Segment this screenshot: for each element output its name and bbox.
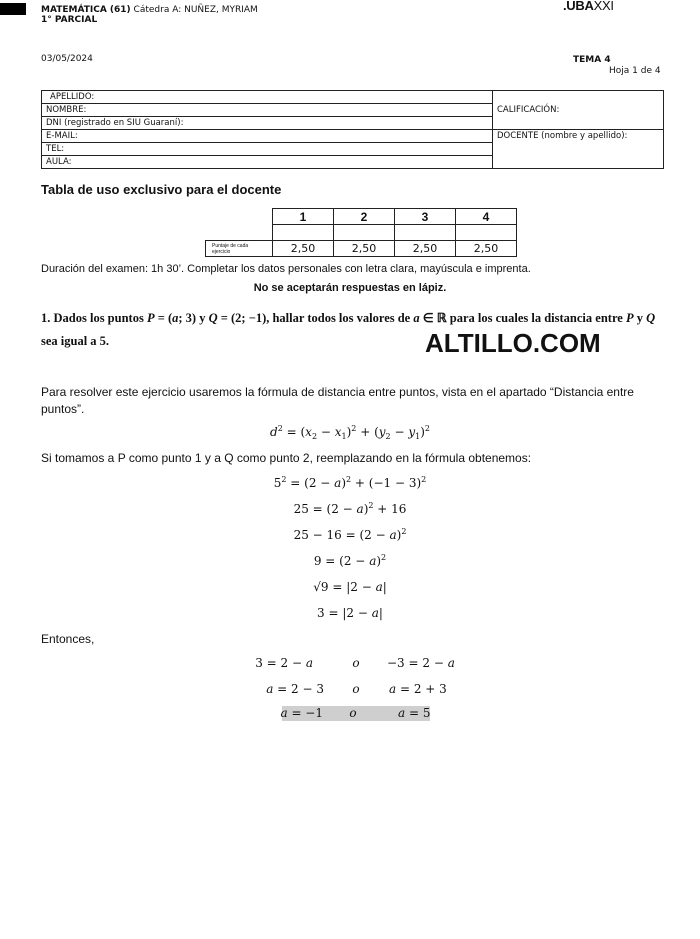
equation-step-3: $25 - 16 = (2 - a)^2$ — [293, 527, 407, 542]
equation-step-2: $25 = (2 - a)^2 + 16$ — [293, 501, 407, 516]
distance-formula: $d^2 = (x_2 - x_1)^2 + (y_2 - y_1)^2$ — [270, 424, 430, 441]
score-row-label: Puntaje de cada ejercicio — [206, 241, 273, 257]
score-2: 2,50 — [334, 241, 395, 257]
page-indicator: Hoja 1 de 4 — [609, 66, 661, 76]
duration-instructions: Duración del examen: 1h 30’. Completar los datos personales con letra clara, mayúscula e imprenta. — [41, 263, 531, 275]
solution-intro: Para resolver este ejercicio usaremos la fórmula de distancia entre puntos, vista en el apartado “Distancia entre puntos”. — [41, 385, 634, 416]
substitution-text: Si tomamos a P como punto 1 y a Q como punto 2, reemplazando en la fórmula obtenemos: — [41, 451, 532, 465]
score-4: 2,50 — [456, 241, 517, 257]
exam-date: 03/05/2024 — [41, 54, 93, 64]
email-field[interactable]: E-MAIL: — [42, 130, 493, 143]
aula-field[interactable]: AULA: — [42, 156, 493, 169]
then-text: Entonces, — [41, 632, 95, 646]
watermark: ALTILLO.COM — [425, 328, 601, 358]
grade-table — [205, 208, 517, 257]
answer-row: a = −1 o a = 5 — [280, 706, 431, 720]
col-header-4: 4 — [456, 209, 517, 225]
course-chair: Cátedra A: NUÑEZ, MYRIAM — [130, 5, 258, 15]
equation-step-5: √9 = |2 − a| — [313, 580, 387, 594]
dni-field[interactable]: DNI (registrado en SIU Guaraní): — [42, 117, 493, 130]
uba-xxi-logo: .UBAXXI — [563, 0, 614, 13]
col-header-1: 1 — [273, 209, 334, 225]
question-1: 1. Dados los puntos P = (a; 3) y Q = (2; −1), hallar todos los valores de a ∈ ℝ para los cuales la distancia entre P y Q sea igual a 5. — [41, 311, 656, 348]
grade-cell-3[interactable] — [395, 225, 456, 241]
personal-data-form — [41, 90, 664, 169]
docente-field[interactable]: DOCENTE (nombre y apellido): — [493, 130, 664, 169]
equation-step-6: 3 = |2 − a| — [317, 606, 383, 620]
parcial-label: 1° PARCIAL — [41, 15, 98, 25]
score-1: 2,50 — [273, 241, 334, 257]
nombre-field[interactable]: NOMBRE: — [42, 104, 493, 117]
equation-step-1: $5^2 = (2 - a)^2 + (-1 - 3)^2$ — [273, 475, 427, 490]
grade-cell-1[interactable] — [273, 225, 334, 241]
case-row-1: 3 = 2 − a o −3 = 2 − a — [255, 656, 455, 670]
grade-cell-4[interactable] — [456, 225, 517, 241]
grade-cell-2[interactable] — [334, 225, 395, 241]
course-title: MATEMÁTICA (61) — [41, 5, 131, 15]
grade-table-title: Tabla de uso exclusivo para el docente — [41, 182, 282, 197]
tema-label: TEMA 4 — [573, 55, 611, 65]
tel-field[interactable]: TEL: — [42, 143, 493, 156]
col-header-3: 3 — [395, 209, 456, 225]
no-pencil-notice: No se aceptarán respuestas en lápiz. — [253, 282, 447, 294]
calificacion-field[interactable]: CALIFICACIÓN: — [493, 91, 664, 130]
corner-mark — [0, 3, 26, 15]
apellido-field[interactable]: APELLIDO: — [42, 91, 493, 104]
equation-step-4: $9 = (2 - a)^2$ — [313, 553, 387, 568]
score-3: 2,50 — [395, 241, 456, 257]
exam-header — [41, 5, 258, 25]
col-header-2: 2 — [334, 209, 395, 225]
case-row-2: a = 2 − 3 o a = 2 + 3 — [266, 682, 447, 696]
